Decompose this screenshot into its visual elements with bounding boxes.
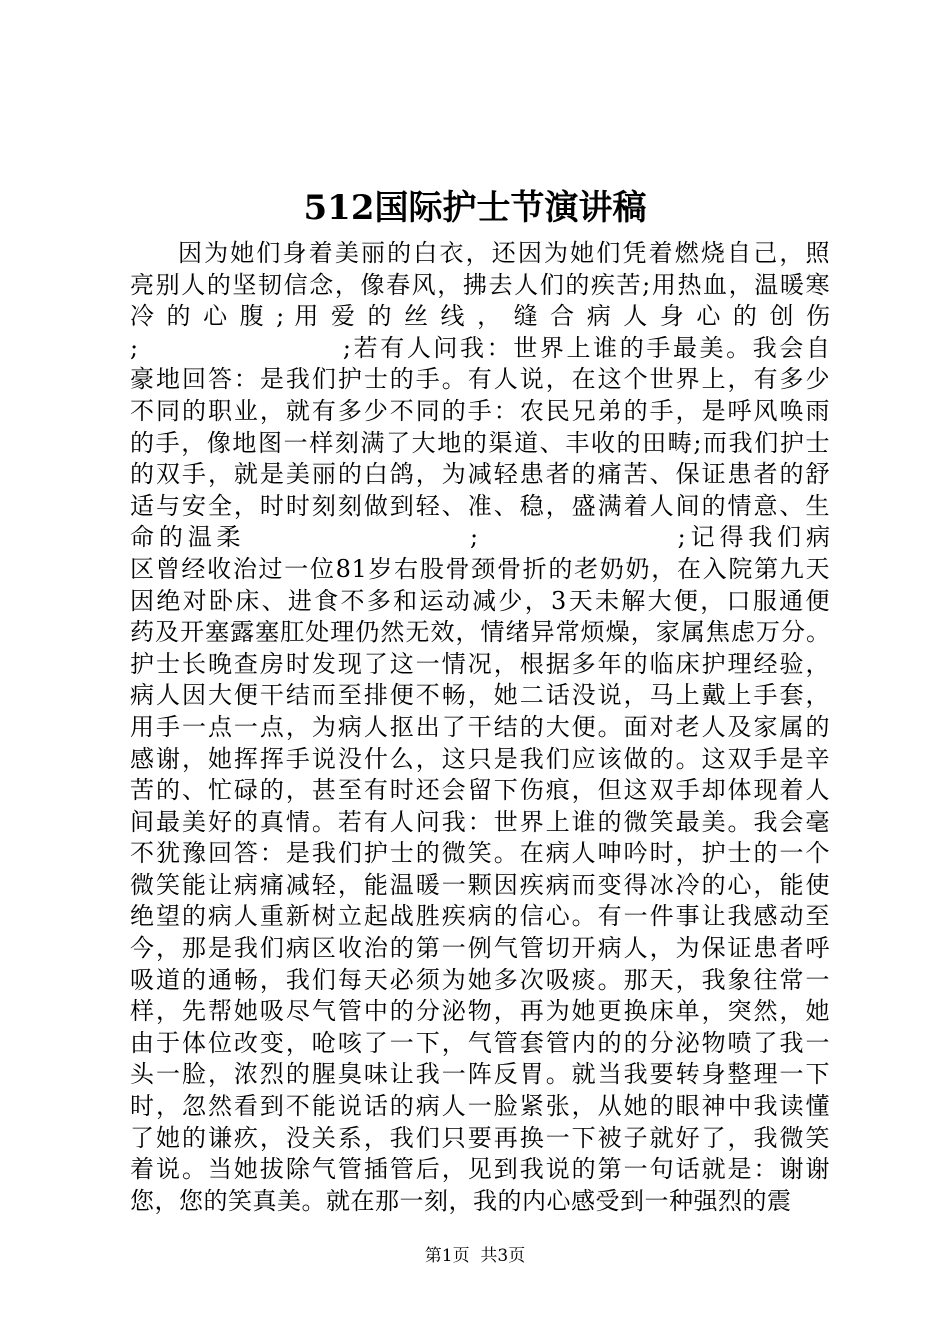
paragraph-line: 由于体位改变，呛咳了一下，气管套管内的的分泌物喷了我一 xyxy=(130,1028,830,1057)
paragraph-line: 药及开塞露塞肛处理仍然无效，情绪异常烦燥，家属焦虑万分。 xyxy=(130,618,830,647)
paragraph-line: 命的温柔 ; ;记得我们病 xyxy=(130,523,830,552)
paragraph-line: 适与安全，时时刻刻做到轻、准、稳，盛满着人间的情意、生 xyxy=(130,491,830,520)
paragraph-line: 时，忽然看到不能说话的病人一脸紧张，从她的眼神中我读懂 xyxy=(130,1092,830,1121)
paragraph-line: 不犹豫回答：是我们护士的微笑。在病人呻吟时，护士的一个 xyxy=(130,839,830,868)
paragraph-line: 间最美好的真情。若有人问我：世界上谁的微笑最美。我会毫 xyxy=(130,807,830,836)
page-footer: 第1页 共3页 xyxy=(424,1246,526,1266)
paragraph-line: ; ;若有人问我：世界上谁的手最美。我会自 xyxy=(130,333,830,362)
paragraph-line: 用手一点一点，为病人抠出了干结的大便。面对老人及家属的 xyxy=(130,712,830,741)
document-body xyxy=(130,238,830,1217)
paragraph-line: 了她的谦疚，没关系，我们只要再换一下被子就好了，我微笑 xyxy=(130,1123,830,1152)
paragraph-line: 微笑能让病痛减轻，能温暖一颗因疾病而变得冰冷的心，能使 xyxy=(130,870,830,899)
paragraph-line: 绝望的病人重新树立起战胜疾病的信心。有一件事让我感动至 xyxy=(130,902,830,931)
paragraph-line: 头一脸，浓烈的腥臭味让我一阵反胃。就当我要转身整理一下 xyxy=(130,1060,830,1089)
paragraph-line: 冷 的 心 腹 ; 用 爱 的 丝 线 ， 缝 合 病 人 身 心 的 创 伤 xyxy=(130,302,830,331)
document-title: 512国际护士节演讲稿 xyxy=(303,188,647,228)
paragraph-line: 着说。当她拔除气管插管后，见到我说的第一句话就是：谢谢 xyxy=(130,1155,830,1184)
paragraph-line: 因绝对卧床、进食不多和运动减少，3天未解大便，口服通便 xyxy=(130,586,830,615)
paragraph-line: 样，先帮她吸尽气管中的分泌物，再为她更换床单，突然，她 xyxy=(130,997,830,1026)
paragraph-line: 护士长晚查房时发现了这一情况，根据多年的临床护理经验， xyxy=(130,649,830,678)
paragraph-line: 您，您的笑真美。就在那一刻，我的内心感受到一种强烈的震 xyxy=(130,1186,792,1215)
paragraph-line: 病人因大便干结而至排便不畅，她二话没说，马上戴上手套， xyxy=(130,681,830,710)
paragraph-line: 亮别人的坚韧信念，像春风，拂去人们的疾苦;用热血，温暖寒 xyxy=(130,270,830,299)
paragraph-line: 感谢，她挥挥手说没什么，这只是我们应该做的。这双手是辛 xyxy=(130,744,830,773)
paragraph-line: 因为她们身着美丽的白衣，还因为她们凭着燃烧自己，照 xyxy=(178,239,830,267)
paragraph-line: 豪地回答：是我们护士的手。有人说，在这个世界上，有多少 xyxy=(130,365,830,394)
paragraph-line: 今，那是我们病区收治的第一例气管切开病人，为保证患者呼 xyxy=(130,934,830,963)
paragraph-line: 区曾经收治过一位81岁右股骨颈骨折的老奶奶，在入院第九天 xyxy=(130,554,830,583)
paragraph-line: 的手，像地图一样刻满了大地的渠道、丰收的田畴;而我们护士 xyxy=(130,428,830,457)
paragraph-line: 不同的职业，就有多少不同的手：农民兄弟的手，是呼风唤雨 xyxy=(130,396,830,425)
paragraph-line: 吸道的通畅，我们每天必须为她多次吸痰。那天，我象往常一 xyxy=(130,965,830,994)
paragraph-line: 的双手，就是美丽的白鸽，为减轻患者的痛苦、保证患者的舒 xyxy=(130,460,830,489)
paragraph-line: 苦的、忙碌的，甚至有时还会留下伤痕，但这双手却体现着人 xyxy=(130,776,830,805)
